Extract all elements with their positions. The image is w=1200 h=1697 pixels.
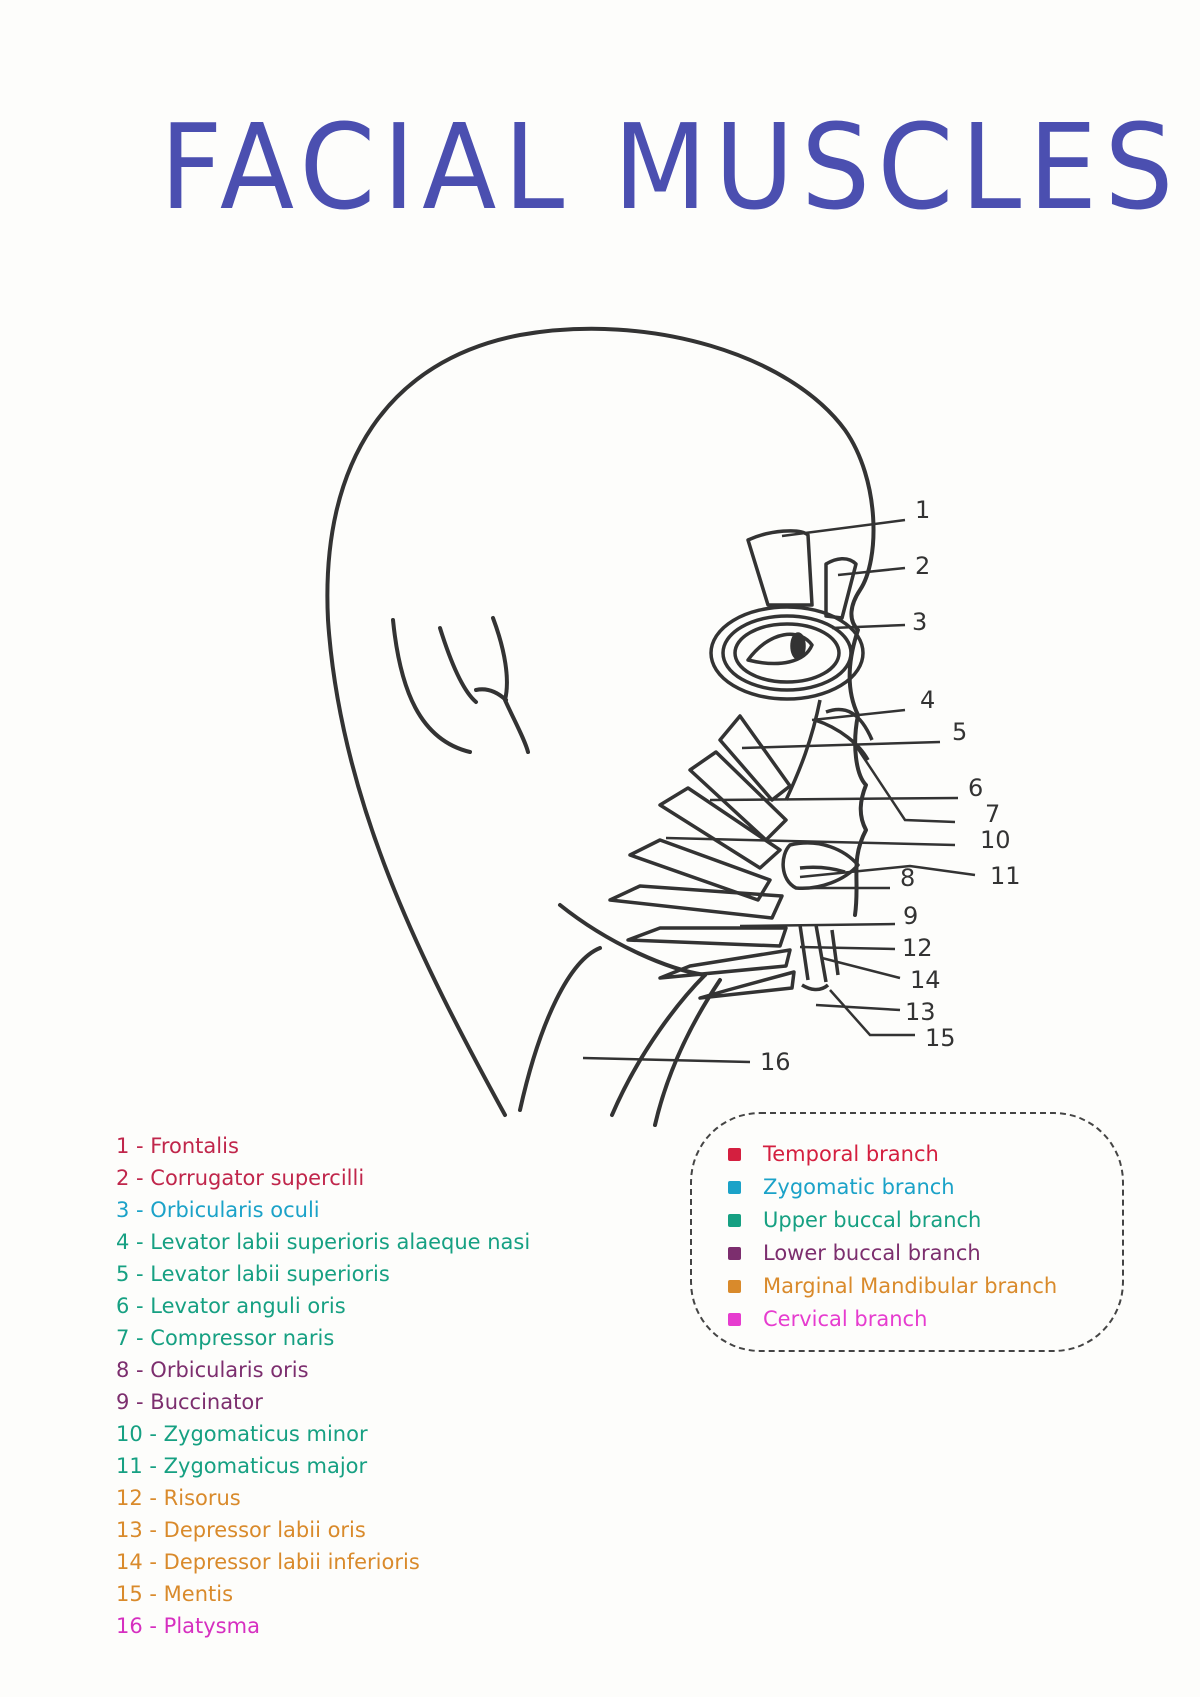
- label-13: 13: [905, 998, 936, 1026]
- branch-label: Cervical branch: [763, 1307, 928, 1331]
- label-6: 6: [968, 774, 984, 802]
- legend-item: 10 - Zygomaticus minor: [116, 1422, 368, 1446]
- frontalis-shape: [748, 531, 812, 605]
- legend-item: 4 - Levator labii superioris alaeque nasi: [116, 1230, 531, 1254]
- legend-item: 5 - Levator labii superioris: [116, 1262, 390, 1286]
- label-3: 3: [912, 608, 928, 636]
- head-outline: [327, 329, 873, 1115]
- label-11: 11: [990, 862, 1021, 890]
- legend-item: 15 - Mentis: [116, 1582, 234, 1606]
- mouth-shape: [783, 843, 858, 888]
- branch-item: [728, 1303, 1122, 1336]
- legend-item: 9 - Buccinator: [116, 1390, 263, 1414]
- label-12: 12: [902, 934, 933, 962]
- branch-label: Upper buccal branch: [763, 1208, 982, 1232]
- swatch-icon: [728, 1181, 741, 1194]
- label-4: 4: [920, 686, 936, 714]
- branch-label: Temporal branch: [763, 1142, 939, 1166]
- legend-item: 8 - Orbicularis oris: [116, 1358, 309, 1382]
- branch-label: Lower buccal branch: [763, 1241, 981, 1265]
- legend-item: 14 - Depressor labii inferioris: [116, 1550, 420, 1574]
- branch-item: [728, 1171, 1122, 1204]
- legend-item: 7 - Compressor naris: [116, 1326, 335, 1350]
- legend-item: 13 - Depressor labii oris: [116, 1518, 366, 1542]
- page-title: FACIAL MUSCLES: [160, 98, 1181, 236]
- swatch-icon: [728, 1247, 741, 1260]
- legend-item: 2 - Corrugator supercilli: [116, 1166, 365, 1190]
- label-15: 15: [925, 1024, 956, 1052]
- label-8: 8: [900, 864, 916, 892]
- ear-outline: [393, 620, 470, 752]
- legend-item: 1 - Frontalis: [116, 1134, 239, 1158]
- branch-label: Zygomatic branch: [763, 1175, 955, 1199]
- label-7: 7: [985, 800, 1001, 828]
- legend-item: 16 - Platysma: [116, 1614, 260, 1638]
- legend-item: 6 - Levator anguli oris: [116, 1294, 346, 1318]
- branch-item: [728, 1270, 1122, 1303]
- swatch-icon: [728, 1214, 741, 1227]
- label-14: 14: [910, 966, 941, 994]
- label-1: 1: [915, 496, 931, 524]
- levator-shapes: [630, 716, 790, 900]
- swatch-icon: [728, 1148, 741, 1161]
- swatch-icon: [728, 1280, 741, 1293]
- swatch-icon: [728, 1313, 741, 1326]
- branch-item: [728, 1138, 1122, 1171]
- lower-face-shapes: [610, 886, 794, 998]
- legend-item: 3 - Orbicularis oculi: [116, 1198, 320, 1222]
- label-2: 2: [915, 552, 931, 580]
- branch-item: [728, 1237, 1122, 1270]
- legend-item: 11 - Zygomaticus major: [116, 1454, 368, 1478]
- label-16: 16: [760, 1048, 791, 1076]
- number-labels: [760, 496, 1021, 1076]
- label-10: 10: [980, 826, 1011, 854]
- label-5: 5: [952, 718, 968, 746]
- branch-key: [690, 1112, 1124, 1352]
- branch-label: Marginal Mandibular branch: [763, 1274, 1058, 1298]
- muscle-legend: [116, 1130, 530, 1642]
- branch-item: [728, 1204, 1122, 1237]
- label-9: 9: [903, 902, 919, 930]
- legend-item: 12 - Risorus: [116, 1486, 241, 1510]
